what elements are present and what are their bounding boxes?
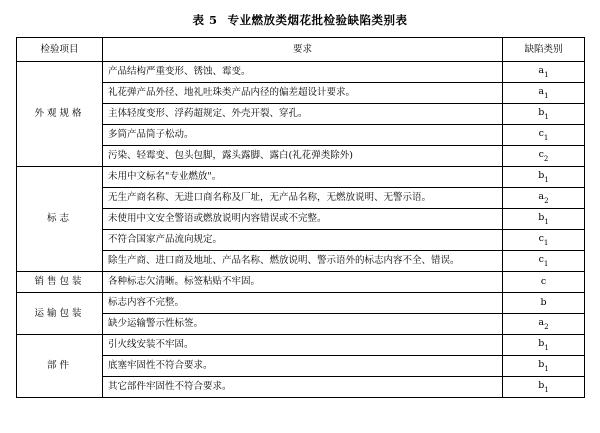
table-row	[17, 167, 585, 188]
defect-class-subscript: 1	[544, 386, 549, 395]
row-group-category: 运输包装	[17, 293, 103, 335]
defect-class-letter: a	[538, 65, 545, 77]
cell-defect-class	[503, 167, 585, 188]
table-row	[17, 314, 585, 335]
cell-requirement: 多筒产品筒子松动。	[103, 125, 503, 146]
defect-class-subscript: 1	[544, 113, 549, 122]
cell-defect-class	[503, 356, 585, 377]
defect-class-subscript: 2	[543, 155, 549, 164]
cell-defect-class	[503, 335, 585, 356]
cell-defect-class	[503, 146, 585, 167]
defect-class-letter: a	[538, 191, 545, 203]
table-body	[17, 62, 585, 398]
defect-class-subscript: 1	[544, 176, 549, 185]
column-header-item: 检验项目	[17, 38, 103, 62]
defect-class-letter: c	[538, 254, 544, 266]
defect-class-table	[16, 37, 585, 398]
defect-class-letter: b	[538, 338, 545, 350]
cell-requirement: 污染、轻霉变、包头包脚，露头露脚、露白(礼花弹类除外)	[103, 146, 503, 167]
cell-defect-class	[503, 62, 585, 83]
table-caption	[16, 0, 584, 37]
table-row	[17, 293, 585, 314]
defect-class-subscript: 1	[543, 239, 549, 248]
defect-class-letter: b	[538, 212, 545, 224]
table-row	[17, 335, 585, 356]
table-row	[17, 230, 585, 251]
defect-class-letter: b	[540, 297, 547, 309]
defect-class-subscript: 1	[544, 71, 549, 80]
table-row	[17, 188, 585, 209]
defect-class-subscript: 1	[544, 92, 549, 101]
table-row	[17, 251, 585, 272]
defect-class-letter: c	[538, 128, 544, 140]
defect-class-letter: b	[538, 170, 545, 182]
defect-class-letter: b	[538, 380, 545, 392]
cell-requirement: 主体轻度变形、浮药超规定、外壳开裂、穿孔。	[103, 104, 503, 125]
cell-requirement: 其它部件牢固性不符合要求。	[103, 377, 503, 398]
table-row	[17, 125, 585, 146]
table-row	[17, 104, 585, 125]
row-group-category: 标志	[17, 167, 103, 272]
cell-requirement: 未使用中文安全警语或燃放说明内容错误或不完整。	[103, 209, 503, 230]
cell-requirement: 各种标志欠清晰。标签粘贴不牢固。	[103, 272, 503, 293]
row-group-category: 外观规格	[17, 62, 103, 167]
table-title: 专业燃放类烟花批检验缺陷类别表	[227, 13, 408, 27]
table-header-row	[17, 38, 585, 62]
cell-defect-class	[503, 83, 585, 104]
defect-class-subscript: 1	[544, 344, 549, 353]
table-header	[17, 38, 585, 62]
table-row	[17, 62, 585, 83]
table-row	[17, 272, 585, 293]
table-row	[17, 146, 585, 167]
cell-requirement: 引火线安装不牢固。	[103, 335, 503, 356]
cell-requirement: 无生产商名称、无进口商名称及厂址，无产品名称，无燃放说明、无警示语。	[103, 188, 503, 209]
defect-class-letter: a	[538, 317, 545, 329]
column-header-class: 缺陷类别	[503, 38, 585, 62]
row-group-category: 销售包装	[17, 272, 103, 293]
cell-defect-class	[503, 272, 585, 293]
cell-defect-class	[503, 209, 585, 230]
table-number: 表 5	[192, 13, 218, 27]
cell-requirement: 除生产商、进口商及地址、产品名称、燃放说明、警示语外的标志内容不全、错误。	[103, 251, 503, 272]
table-row	[17, 356, 585, 377]
defect-class-letter: c	[538, 149, 544, 161]
cell-defect-class	[503, 125, 585, 146]
defect-class-subscript: 1	[544, 218, 549, 227]
cell-defect-class	[503, 377, 585, 398]
column-header-requirement: 要求	[103, 38, 503, 62]
defect-class-letter: b	[538, 107, 545, 119]
defect-class-letter: c	[538, 233, 544, 245]
cell-defect-class	[503, 293, 585, 314]
cell-defect-class	[503, 104, 585, 125]
table-row	[17, 83, 585, 104]
defect-class-subscript: 2	[544, 323, 549, 332]
defect-class-subscript: 1	[543, 134, 549, 143]
cell-requirement: 产品结构严重变形、锈蚀、霉变。	[103, 62, 503, 83]
cell-requirement: 不符合国家产品流向规定。	[103, 230, 503, 251]
cell-defect-class	[503, 188, 585, 209]
row-group-category: 部件	[17, 335, 103, 398]
defect-class-letter: a	[538, 86, 545, 98]
cell-requirement: 底塞牢固性不符合要求。	[103, 356, 503, 377]
defect-class-subscript: 1	[544, 365, 549, 374]
cell-defect-class	[503, 314, 585, 335]
cell-requirement: 缺少运输警示性标签。	[103, 314, 503, 335]
cell-defect-class	[503, 230, 585, 251]
cell-defect-class	[503, 251, 585, 272]
cell-requirement: 礼花弹产品外径、地礼吐珠类产品内径的偏差超设计要求。	[103, 83, 503, 104]
defect-class-letter: c	[540, 276, 547, 288]
table-row	[17, 209, 585, 230]
cell-requirement: 标志内容不完整。	[103, 293, 503, 314]
defect-class-subscript: 2	[544, 197, 549, 206]
cell-requirement: 未用中文标名"专业燃放"。	[103, 167, 503, 188]
table-row	[17, 377, 585, 398]
defect-class-letter: b	[538, 359, 545, 371]
defect-class-subscript: 1	[543, 260, 549, 269]
